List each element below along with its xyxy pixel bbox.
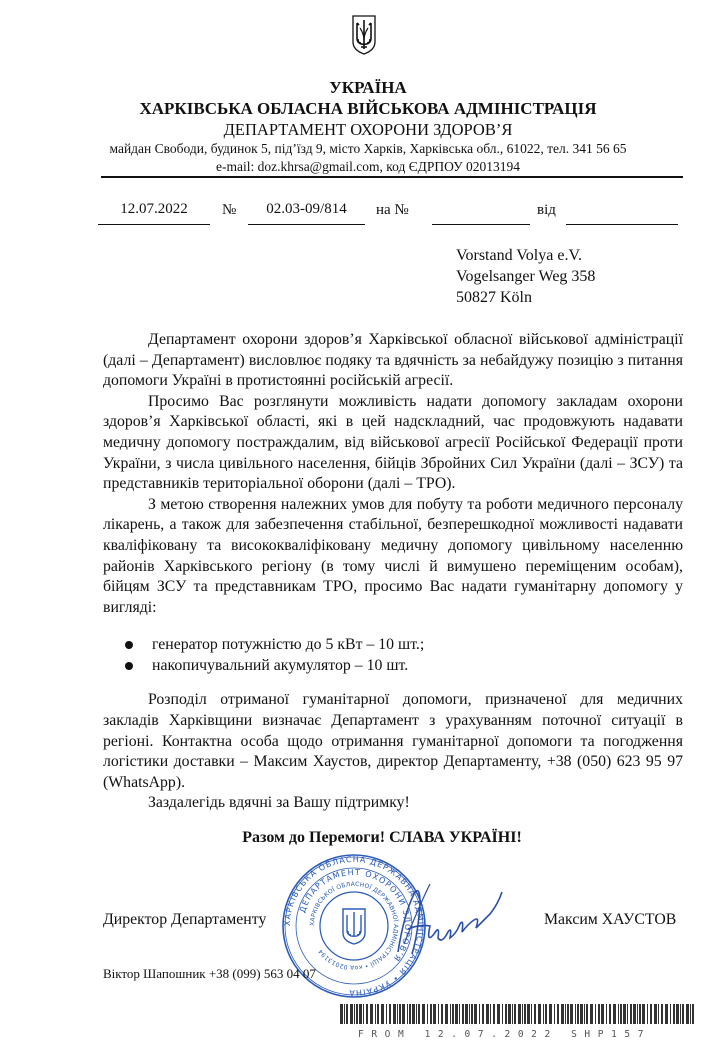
barcode-bar [534, 1004, 536, 1024]
barcode-bar [690, 1004, 691, 1024]
letterhead [0, 78, 728, 175]
addressee-line: Vogelsanger Weg 358 [456, 268, 596, 285]
barcode-bar [490, 1004, 491, 1024]
barcode-bar [538, 1004, 541, 1024]
barcode-bar [554, 1004, 555, 1024]
trident-coat-of-arms-icon [351, 14, 377, 56]
barcode-bar [344, 1004, 345, 1024]
letterhead-administration: ХАРКІВСЬКА ОБЛАСНА ВІЙСЬКОВА АДМІНІСТРАЦІЯ [139, 99, 597, 118]
addressee-line: 50827 Köln [456, 289, 532, 306]
closing-motto: Разом до Перемоги! СЛАВА УКРАЇНІ! [242, 828, 522, 846]
stamp-trident-icon [343, 909, 365, 944]
barcode-bar [658, 1004, 659, 1024]
addressee-line: Vorstand Volya e.V. [456, 247, 582, 264]
stamp-inner-text: ХАРКІВСЬКОЇ ОБЛАСНОЇ ДЕРЖАВНОЇ АДМІНІСТРАЦІЇ • код 02013194 [308, 880, 400, 971]
barcode-bar [452, 1004, 454, 1024]
barcode-bar [493, 1004, 495, 1024]
barcode-bar [598, 1004, 600, 1024]
bullet-icon [125, 641, 133, 649]
barcode-bar [441, 1004, 443, 1024]
barcode-bar [482, 1004, 484, 1024]
barcode-bar [673, 1004, 675, 1024]
barcode-bar [567, 1004, 569, 1024]
barcode-bar [418, 1004, 420, 1024]
barcode-bar [479, 1004, 480, 1024]
paragraph-text: Департамент охорони здоров’я Харківської обласної військової адміністрації (далі – Департамент) висловлює подяку та вдячність за небайдужу позицію з питання допомоги Україні в протистоянні російській агресії. [103, 331, 683, 390]
list-item [125, 655, 728, 676]
barcode-bar [676, 1004, 679, 1024]
barcode-bar [686, 1004, 689, 1024]
barcode-bar [430, 1004, 432, 1024]
barcode-bar [356, 1004, 358, 1024]
barcode-bar [623, 1004, 626, 1024]
barcode-bar [524, 1004, 526, 1024]
barcode-bar [680, 1004, 681, 1024]
barcode-bar [346, 1004, 348, 1024]
barcode-bar [505, 1004, 507, 1024]
barcode-bar [359, 1004, 362, 1024]
barcode-bar [580, 1004, 583, 1024]
barcode-bar [366, 1004, 368, 1024]
barcode-bar [459, 1004, 460, 1024]
barcode-bar [402, 1004, 405, 1024]
barcode-bar [445, 1004, 448, 1024]
barcode-bar [370, 1004, 373, 1024]
barcode-bar [549, 1004, 552, 1024]
letterhead-contacts: e-mail: doz.khrsa@gmail.com, код ЄДРПОУ 02013194 [215, 159, 521, 174]
barcode-bar [502, 1004, 503, 1024]
barcode-bar [412, 1004, 415, 1024]
barcode-bar [433, 1004, 436, 1024]
barcode-bar [647, 1004, 648, 1024]
handwritten-signature [390, 874, 520, 964]
letterhead-address: майдан Свободи, будинок 5, під’їзд 9, місто Харків, Харківська обл., 61022, тел. 341 56 65 [109, 141, 627, 156]
body-paragraph [103, 330, 683, 392]
barcode-bar [545, 1004, 547, 1024]
barcode-bar [508, 1004, 511, 1024]
body-paragraph [103, 495, 683, 619]
paragraph-text: Розподіл отриманої гуманітарної допомоги, призначеної для медичних закладів Харківщини визначає Департамент з урахуванням поточної ситуації в регіоні. Контактна особа щодо отримання гуманітарної допомоги та погодження логістики доставки – Максим Хаустов, директор Департаменту, +38 (050) 623 95 97 (WhatsApp). [103, 691, 683, 791]
barcode-bar [654, 1004, 657, 1024]
barcode-bar [618, 1004, 619, 1024]
signatory-title: Директор Департаменту [103, 910, 267, 928]
barcode-bar [471, 1004, 473, 1024]
barcode-bar [497, 1004, 500, 1024]
registration-line [98, 200, 685, 225]
barcode-bar [633, 1004, 636, 1024]
barcode-bar [557, 1004, 559, 1024]
barcode-bar [601, 1004, 604, 1024]
barcode-bar [350, 1004, 353, 1024]
document-barcode [340, 1004, 698, 1040]
executor-contact: Віктор Шапошник +38 (099) 563 04 07 [103, 965, 316, 981]
barcode-bar [639, 1004, 641, 1024]
barcode-bar [462, 1004, 464, 1024]
barcode-bar [606, 1004, 607, 1024]
barcode-bar [630, 1004, 632, 1024]
barcode-bar [399, 1004, 401, 1024]
barcode-bar [455, 1004, 458, 1024]
barcode-bar [465, 1004, 468, 1024]
signatory-name: Максим ХАУСТОВ [544, 910, 677, 928]
body-paragraph [103, 690, 683, 793]
body-paragraph [103, 392, 683, 495]
barcode-bar [561, 1004, 564, 1024]
barcode-bar [427, 1004, 428, 1024]
barcode-bar [531, 1004, 532, 1024]
barcode-bar [609, 1004, 611, 1024]
from-label: від [537, 202, 556, 218]
letterhead-department: ДЕПАРТАМЕНТ ОХОРОНИ ЗДОРОВ’Я [223, 120, 513, 139]
barcode-bar [595, 1004, 596, 1024]
barcode-bar [565, 1004, 566, 1024]
barcode-bar [637, 1004, 638, 1024]
barcode-bar [692, 1004, 694, 1024]
addressee-block [456, 245, 728, 308]
from-date-blank [566, 200, 678, 225]
barcode-bar [486, 1004, 489, 1024]
stamp-middle-text: ДЕПАРТАМЕНТ ОХОРОНИ ЗДОРОВ’Я [297, 867, 413, 964]
reply-to-number-blank [432, 200, 530, 225]
barcode-bar [354, 1004, 355, 1024]
paragraph-text: Заздалегідь вдячні за Вашу підтримку! [148, 794, 410, 812]
letterhead-country: УКРАЇНА [329, 78, 407, 97]
barcode-bar [613, 1004, 616, 1024]
reply-to-label: на № [376, 202, 409, 218]
barcode-bar [577, 1004, 579, 1024]
barcode-bar [586, 1004, 588, 1024]
bullet-icon [125, 662, 133, 670]
barcode-bar [438, 1004, 439, 1024]
body-paragraph [103, 793, 683, 814]
barcode-bar [590, 1004, 593, 1024]
barcode-bar [627, 1004, 628, 1024]
list-item [125, 634, 728, 655]
barcode-bar [642, 1004, 645, 1024]
barcode-bar [416, 1004, 417, 1024]
registration-number-label: № [222, 202, 237, 218]
barcode-bar [381, 1004, 384, 1024]
barcode-bar [407, 1004, 408, 1024]
registration-number: 02.03-09/814 [248, 200, 365, 225]
barcode-bar [512, 1004, 513, 1024]
barcode-bar [570, 1004, 573, 1024]
barcode-text: FROM 12.07.2022 SHP157 [358, 1028, 652, 1040]
stamp-outer-text: ХАРКІВСЬКА ОБЛАСНА ДЕРЖАВНА АДМІНІСТРАЦІЯ • УКРАЇНА [282, 854, 426, 997]
barcode-bar [393, 1004, 396, 1024]
barcode-bar [340, 1004, 343, 1024]
barcode-bar [670, 1004, 671, 1024]
barcode-bar [650, 1004, 652, 1024]
barcode-bar [527, 1004, 530, 1024]
barcode-bar [682, 1004, 684, 1024]
barcode-bar [450, 1004, 451, 1024]
barcode-bar [389, 1004, 391, 1024]
registration-date: 12.07.2022 [98, 200, 210, 225]
barcode-bar [474, 1004, 477, 1024]
barcode-bar [665, 1004, 668, 1024]
barcode-bar [518, 1004, 521, 1024]
paragraph-text: Просимо Вас розглянути можливість надати допомогу закладам охорони здоров’я Харківської області, які в цей надскладний, час продовжують надавати медичну допомогу постраждалим, від військової агресії Російської Федерації проти України, з числа цивільного населення, бійців Збройних Сил України (далі – ЗСУ) та представників територіальної оборони (далі – ТРО). [103, 392, 683, 493]
barcode-bar [363, 1004, 364, 1024]
barcode-bar [543, 1004, 544, 1024]
requested-items-list [125, 634, 728, 676]
barcode-bar [422, 1004, 425, 1024]
barcode-bar [469, 1004, 470, 1024]
barcode-bar [375, 1004, 376, 1024]
barcode-bar [514, 1004, 516, 1024]
barcode-bar [584, 1004, 585, 1024]
list-item-text: накопичувальний акумулятор – 10 шт. [152, 657, 409, 675]
barcode-bar [661, 1004, 663, 1024]
paragraph-text: З метою створення належних умов для побуту та роботи медичного персоналу лікарень, а також для забезпечення стабільної, безперешкодної можливості надавати кваліфіковану та висококваліфіковану медичну допомогу цивільному населенню районів Харківського регіону (в тому числі й вимушено переміщеним особам), бійцям ЗСУ та представникам ТРО, просимо Вас надати гуманітарну допомогу у вигляді: [103, 495, 683, 616]
barcode-bar [386, 1004, 387, 1024]
letterhead-divider [101, 176, 683, 178]
barcode-bar [620, 1004, 622, 1024]
barcode-bar [397, 1004, 398, 1024]
barcode-bar [522, 1004, 523, 1024]
barcode-bar [377, 1004, 379, 1024]
barcode-bar [409, 1004, 411, 1024]
barcode-bar [575, 1004, 576, 1024]
list-item-text: генератор потужністю до 5 кВт – 10 шт.; [152, 636, 425, 654]
